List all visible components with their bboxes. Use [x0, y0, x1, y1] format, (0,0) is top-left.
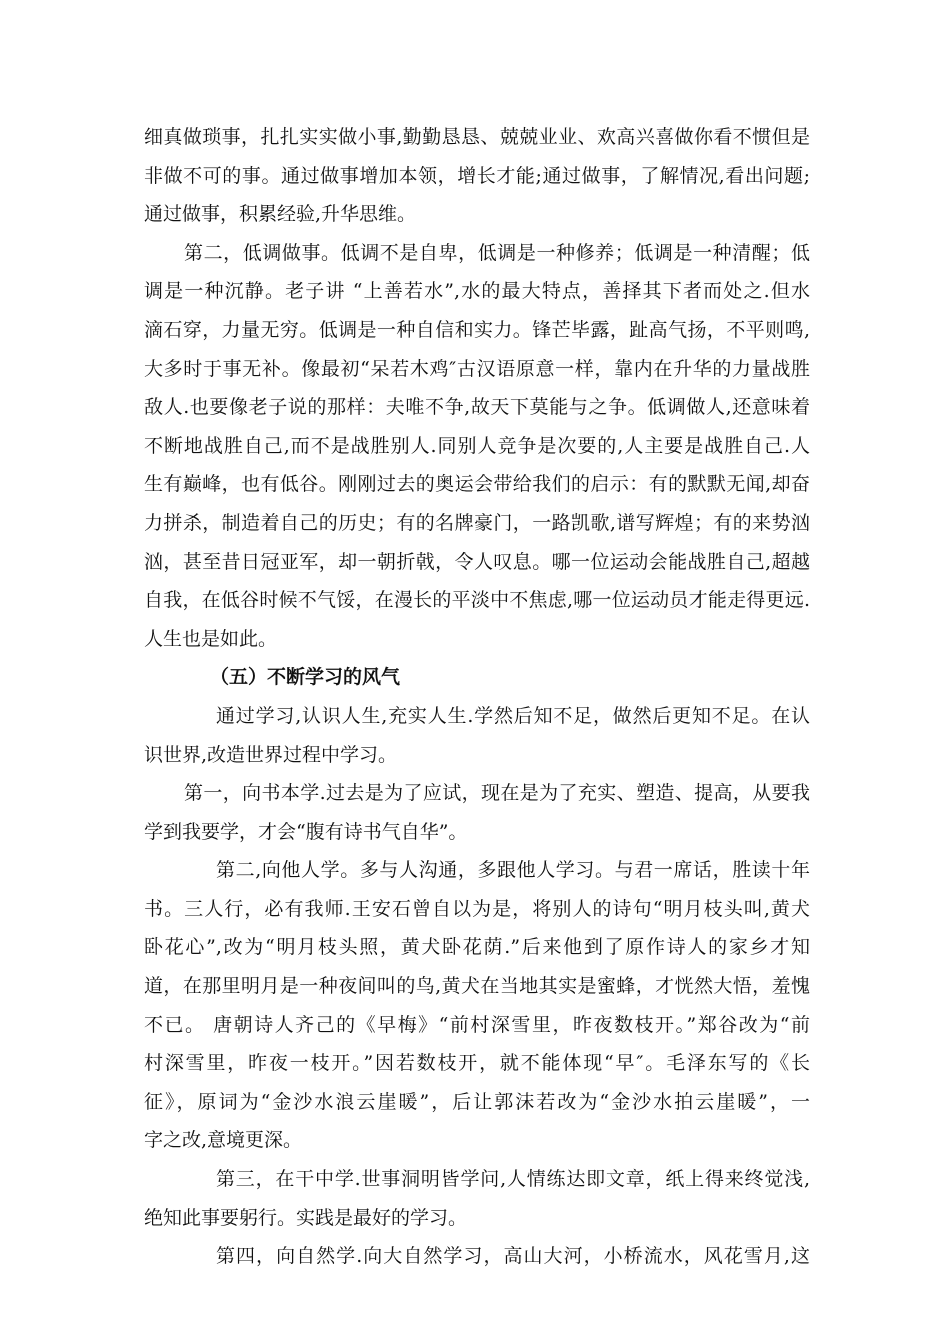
text-line: 第四，向自然学.向大自然学习，高山大河，小桥流水，风花雪月,这	[216, 1245, 810, 1268]
text-line: 绝知此事要躬行。实践是最好的学习。	[144, 1206, 468, 1229]
text-line: 滴石穿，力量无穷。低调是一种自信和实力。锋芒毕露，趾高气扬，不平则鸣,	[144, 318, 810, 341]
text-line: 不断地战胜自己,而不是战胜别人.同别人竞争是次要的,人主要是战胜自己.人	[144, 434, 810, 457]
text-line: 大多时于事无补。像最初“呆若木鸡″古汉语原意一样，靠内在升华的力量战胜	[144, 357, 810, 380]
text-line: 识世界,改造世界过程中学习。	[144, 743, 398, 766]
text-line: 力拼杀，制造着自己的历史；有的名牌豪门，一路凯歌,谱写辉煌；有的来势汹	[144, 511, 810, 534]
text-line: 敌人.也要像老子说的那样：夫唯不争,故天下莫能与之争。低调做人,还意味着	[144, 396, 810, 419]
text-line: 第一，向书本学.过去是为了应试，现在是为了充实、塑造、提高，从要我	[184, 782, 810, 805]
text-line: 村深雪里，昨夜一枝开。”因若数枝开，就不能体现“早″。毛泽东写的《长	[144, 1052, 810, 1075]
text-line: 征》，原词为“金沙水浪云崖暖”，后让郭沫若改为“金沙水拍云崖暖”，一	[144, 1090, 810, 1113]
text-line: 人生也是如此。	[144, 627, 278, 650]
text-line: 通过学习,认识人生,充实人生.学然后知不足，做然后更知不足。在认	[216, 704, 810, 727]
text-line: 通过做事，积累经验,升华思维。	[144, 203, 417, 226]
text-line: 不已。 唐朝诗人齐己的《早梅》“前村深雪里，昨夜数枝开。”郑谷改为“前	[144, 1013, 810, 1036]
text-line: 生有巅峰，也有低谷。刚刚过去的奥运会带给我们的启示：有的默默无闻,却奋	[144, 473, 810, 496]
text-line: 第三，在干中学.世事洞明皆学问,人情练达即文章，纸上得来终觉浅,	[216, 1168, 810, 1191]
text-line: 书。三人行，必有我师.王安石曾自以为是，将别人的诗句“明月枝头叫,黄犬	[144, 897, 810, 920]
text-line: 学到我要学，才会“腹有诗书气自华”。	[144, 820, 468, 843]
text-line: 调是一种沉静。老子讲 “上善若水”,水的最大特点，善择其下者而处之.但水	[144, 280, 810, 303]
section-heading: （五）不断学习的风气	[210, 666, 401, 689]
text-line: 自我，在低谷时候不气馁，在漫长的平淡中不焦虑,哪一位运动员才能走得更远.	[144, 589, 810, 612]
text-line: 第二，低调做事。低调不是自卑，低调是一种修养；低调是一种清醒；低	[184, 241, 810, 264]
text-line: 字之改,意境更深。	[144, 1129, 303, 1152]
text-line: 非做不可的事。通过做事增加本领，增长才能;通过做事，了解情况,看出问题;	[144, 164, 810, 187]
text-line: 卧花心”,改为“明月枝头照，黄犬卧花荫.”后来他到了原作诗人的家乡才知	[144, 936, 810, 959]
text-line: 第二,向他人学。多与人沟通，多跟他人学习。与君一席话，胜读十年	[216, 859, 810, 882]
text-line: 细真做琐事，扎扎实实做小事,勤勤恳恳、兢兢业业、欢高兴喜做你看不惯但是	[144, 126, 810, 148]
text-line: 道，在那里明月是一种夜间叫的鸟,黄犬在当地其实是蜜蜂，才恍然大悟，羞愧	[144, 975, 810, 998]
text-line: 汹，甚至昔日冠亚军，却一朝折戟，令人叹息。哪一位运动会能战胜自己,超越	[144, 550, 810, 573]
document-body	[144, 118, 810, 1276]
